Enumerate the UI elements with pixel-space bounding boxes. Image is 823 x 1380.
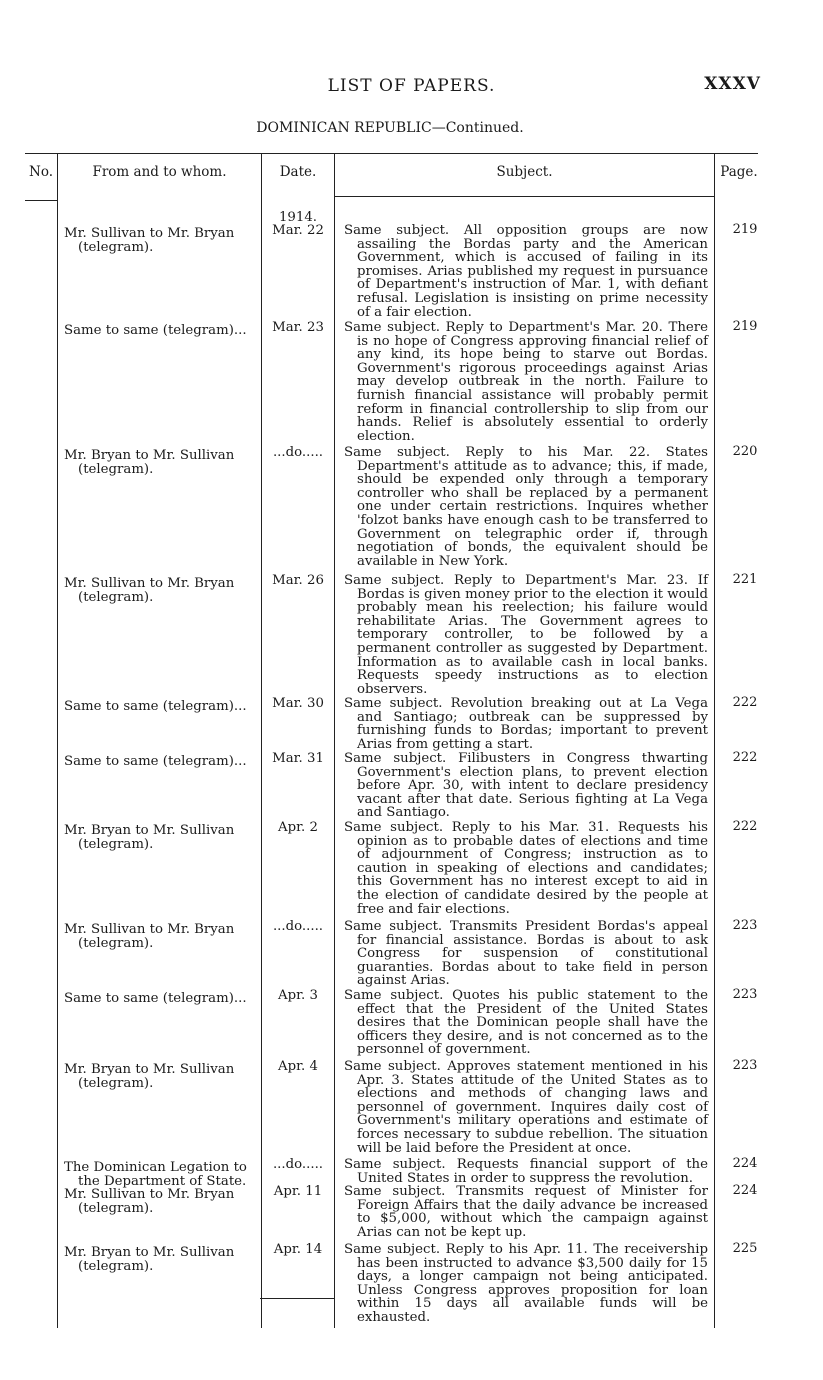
column-header-from-to: From and to whom.	[92, 164, 227, 180]
from-to-cell	[64, 1161, 260, 1189]
subject-text: Same subject. Reply to his Mar. 31. Requests his opinion as to probable dates of elections and time of adjournment of Congress; instruction as to caution in speaking of elections and candidates; this Government has no interest except to aid in the election of candidate desired by the people at free and fair elections.	[344, 820, 708, 917]
subject-cell	[344, 446, 708, 568]
column-divider-2	[261, 153, 262, 1328]
from-to-cell	[64, 824, 260, 852]
subject-cell	[344, 821, 708, 916]
date-cell: ...do.....	[272, 445, 324, 460]
from-to-cell	[64, 227, 260, 255]
page-cell: 223	[732, 918, 758, 933]
table-header-rule-left	[25, 200, 57, 201]
page-cell: 219	[732, 222, 758, 237]
from-to-line: Same to same (telegram)...	[64, 699, 247, 714]
from-to-cell	[64, 1246, 260, 1274]
page-cell: 221	[732, 572, 758, 587]
page-header-title: LIST OF PAPERS.	[327, 76, 496, 96]
from-to-line: (telegram).	[78, 462, 154, 478]
subject-cell	[344, 1158, 708, 1185]
date-cell: Mar. 30	[272, 696, 324, 711]
from-to-line: (telegram).	[78, 590, 154, 606]
subject-cell	[344, 1185, 708, 1239]
page-cell: 223	[732, 1058, 758, 1073]
date-cell: Apr. 11	[273, 1184, 323, 1199]
subject-cell	[344, 697, 708, 751]
subject-text: Same subject. Transmits request of Minister for Foreign Affairs that the daily advance be increased to $5,000, without which the campaign against Arias can not be kept up.	[344, 1184, 708, 1240]
subject-cell	[344, 920, 708, 988]
from-to-line: Mr. Sullivan to Mr. Bryan	[64, 1187, 235, 1202]
from-to-line: Mr. Bryan to Mr. Sullivan	[64, 448, 235, 463]
page-number: XXXV	[704, 74, 761, 94]
date-cell: Mar. 26	[272, 573, 324, 588]
page-cell: 219	[732, 319, 758, 334]
subject-text: Same subject. Quotes his public statement to the effect that the President of the United States desires that the Dominican people shall have the officers they desire, and is not concerned as to the personnel of government.	[344, 988, 708, 1058]
from-to-cell	[64, 1188, 260, 1216]
from-to-cell	[64, 923, 260, 951]
section-subtitle: DOMINICAN REPUBLIC—Continued.	[256, 120, 524, 136]
from-to-line: (telegram).	[78, 240, 154, 256]
from-to-line: Same to same (telegram)...	[64, 991, 247, 1006]
date-cell: Apr. 14	[273, 1242, 323, 1257]
from-to-line: (telegram).	[78, 837, 154, 853]
page-cell: 220	[732, 444, 758, 459]
date-cell: Apr. 3	[278, 988, 318, 1003]
subject-text: Same subject. Reply to his Apr. 11. The receivership has been instructed to advance $3,500 daily for 15 days, a longer campaign not being anticipated. Unless Congress approves proposition for loan within 15 days all available funds will be exhausted.	[344, 1242, 708, 1325]
subject-cell	[344, 752, 708, 820]
from-to-cell	[64, 755, 260, 769]
subject-cell	[344, 989, 708, 1057]
from-to-line: Mr. Bryan to Mr. Sullivan	[64, 1062, 235, 1077]
column-divider-1	[57, 153, 58, 1328]
date-cell: Apr. 4	[278, 1059, 318, 1074]
subject-cell	[344, 224, 708, 319]
subject-text: Same subject. Requests financial support of the United States in order to suppress the revolution.	[344, 1157, 708, 1186]
subject-cell	[344, 1060, 708, 1155]
column-header-no: No.	[29, 164, 53, 180]
page-cell: 224	[732, 1156, 758, 1171]
subject-text: Same subject. Revolution breaking out at La Vega and Santiago; outbreak can be suppressed by furnishing funds to Bordas; important to prevent Arias from getting a start.	[344, 696, 708, 752]
page-cell: 222	[732, 819, 758, 834]
from-to-line: (telegram).	[78, 1076, 154, 1092]
from-to-cell	[64, 449, 260, 477]
from-to-line: Mr. Sullivan to Mr. Bryan	[64, 226, 235, 241]
from-to-cell	[64, 324, 260, 338]
from-to-line: (telegram).	[78, 1259, 154, 1275]
page-cell: 225	[732, 1241, 758, 1256]
from-to-line: Same to same (telegram)...	[64, 754, 247, 769]
table-top-rule	[25, 153, 758, 154]
date-cell: Mar. 23	[272, 320, 324, 335]
subject-cell	[344, 574, 708, 696]
from-to-line: (telegram).	[78, 936, 154, 952]
subject-text: Same subject. Transmits President Bordas's appeal for financial assistance. Bordas is about to ask Congress for suspension of constitutional guaranties. Bordas about to take field in person against Arias.	[344, 919, 708, 989]
from-to-cell	[64, 700, 260, 714]
page-cell: 222	[732, 750, 758, 765]
from-to-cell	[64, 1063, 260, 1091]
subject-cell	[344, 321, 708, 443]
from-to-line: Mr. Sullivan to Mr. Bryan	[64, 922, 235, 937]
table-bottom-rule	[260, 1298, 334, 1299]
column-header-page: Page.	[720, 164, 758, 180]
from-to-line: Mr. Sullivan to Mr. Bryan	[64, 576, 235, 591]
page-cell: 223	[732, 987, 758, 1002]
from-to-line: Mr. Bryan to Mr. Sullivan	[64, 1245, 235, 1260]
column-header-subject: Subject.	[496, 164, 553, 180]
date-cell: ...do.....	[272, 919, 324, 934]
date-cell: Mar. 22	[272, 223, 324, 238]
subject-text: Same subject. All opposition groups are now assailing the Bordas party and the American Government, which is accused of failing in its promises. Arias published my request in pursuance of Department's instruction of Mar. 1, with defiant refusal. Legislation is insisting on prime necessity of a fair election.	[344, 223, 708, 320]
year-label: 1914.	[278, 210, 318, 225]
date-cell: Mar. 31	[272, 751, 324, 766]
column-divider-4	[714, 153, 715, 1328]
date-cell: Apr. 2	[278, 820, 318, 835]
page-cell: 224	[732, 1183, 758, 1198]
from-to-cell	[64, 992, 260, 1006]
date-cell: ...do.....	[272, 1157, 324, 1172]
from-to-line: the Department of State.	[78, 1174, 247, 1190]
subject-text: Same subject. Reply to Department's Mar. 23. If Bordas is given money prior to the election it would probably mean his reelection; his failure would rehabilitate Arias. The Government agrees to temporary controller, to be followed by a permanent controller as suggested by Department. Information as to available cash in local banks. Requests speedy instructions as to election observers.	[344, 573, 708, 697]
page-cell: 222	[732, 695, 758, 710]
table-header-rule-main	[334, 196, 714, 197]
subject-text: Same subject. Approves statement mentioned in his Apr. 3. States attitude of the United States as to elections and methods of changing laws and personnel of government. Inquires daily cost of Government's military operations and estimate of forces necessary to subdue rebellion. The situation will be laid before the President at once.	[344, 1059, 708, 1156]
column-divider-3	[334, 153, 335, 1328]
from-to-line: (telegram).	[78, 1201, 154, 1217]
from-to-cell	[64, 577, 260, 605]
subject-text: Same subject. Reply to his Mar. 22. States Department's attitude as to advance; this, if made, should be expended only through a temporary controller who shall be replaced by a permanent one under certain restrictions. Inquires whether 'folzot banks have enough cash to be transferred to Government on telegraphic order if, through negotiation of bonds, the equivalent should be available in New York.	[344, 445, 708, 569]
from-to-line: Mr. Bryan to Mr. Sullivan	[64, 823, 235, 838]
from-to-line: The Dominican Legation to	[64, 1160, 247, 1175]
from-to-line: Same to same (telegram)...	[64, 323, 247, 338]
subject-text: Same subject. Filibusters in Congress thwarting Government's election plans, to prevent election before Apr. 30, with intent to declare presidency vacant after that date. Serious fighting at La Vega and Santiago.	[344, 751, 708, 821]
subject-cell	[344, 1243, 708, 1325]
column-header-date: Date.	[279, 164, 317, 180]
subject-text: Same subject. Reply to Department's Mar. 20. There is no hope of Congress approving financial relief of any kind, its hope being to starve out Bordas. Government's rigorous proceedings against Arias may develop outbreak in the north. Failure to furnish financial assistance will probably permit reform in financial controllership to slip from our hands. Relief is absolutely essential to orderly election.	[344, 320, 708, 444]
